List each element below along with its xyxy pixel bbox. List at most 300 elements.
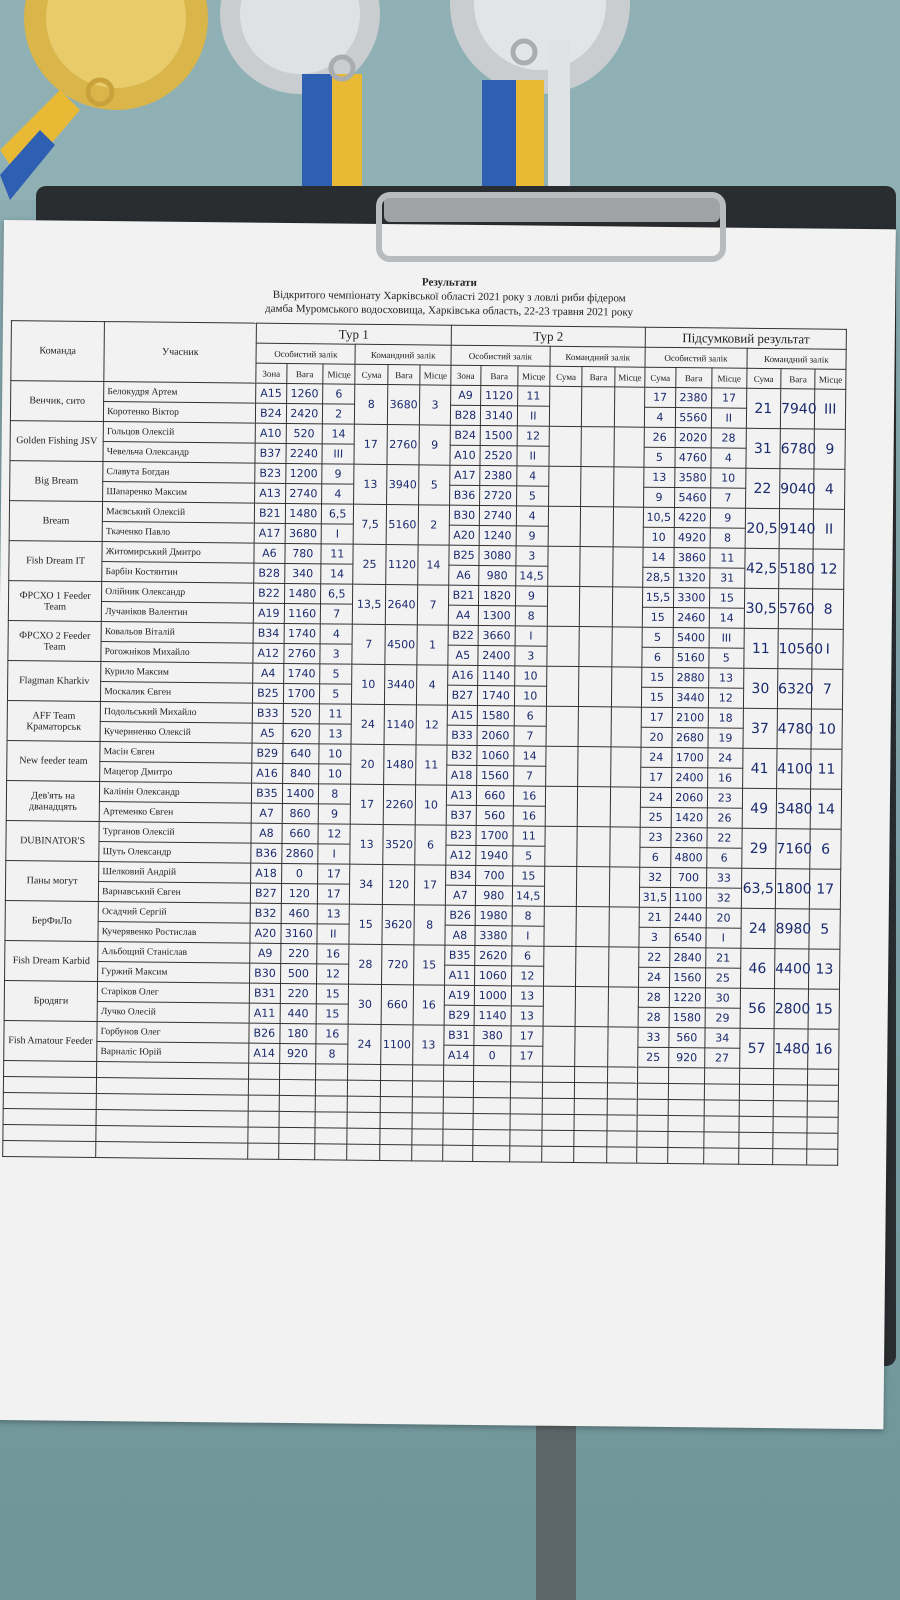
blank-cell <box>443 1081 474 1097</box>
final-individual-cell: III <box>709 628 744 648</box>
final-individual-cell: 6 <box>707 848 742 868</box>
blank-cell <box>807 1149 838 1165</box>
participant-name: Лучаніков Валентин <box>102 602 254 624</box>
final-individual-cell: 4 <box>711 448 746 468</box>
tour1-individual-cell: A13 <box>255 483 286 503</box>
final-individual-cell: 12 <box>709 688 744 708</box>
final-team-cell: 13 <box>809 949 840 989</box>
tour1-team-cell: 720 <box>381 944 414 984</box>
final-individual-cell: 17 <box>641 707 672 727</box>
blank-cell <box>279 1063 316 1079</box>
tour1-team-cell: 5160 <box>386 505 419 545</box>
blank-cell <box>348 1096 381 1112</box>
tour2-individual-cell: 3 <box>514 646 547 666</box>
tour1-team-cell: 5 <box>419 465 450 505</box>
final-individual-cell: 2460 <box>673 608 710 628</box>
final-team-cell: 8 <box>813 589 844 629</box>
tour2-team-cell <box>580 547 613 587</box>
tour2-individual-cell: 9 <box>516 526 549 546</box>
blank-cell <box>607 1099 638 1115</box>
participant-name: Житомирський Дмитро <box>102 542 254 564</box>
blank-cell <box>739 1116 774 1132</box>
tour2-individual-cell: 700 <box>476 865 513 885</box>
final-individual-cell: 6540 <box>670 928 707 948</box>
participant-name: Старіков Олег <box>98 982 250 1004</box>
tour1-individual-cell: B21 <box>255 503 286 523</box>
final-individual-cell: 28 <box>711 428 746 448</box>
final-individual-cell: 10 <box>711 468 746 488</box>
blank-cell <box>667 1147 704 1163</box>
tour1-individual-cell: II <box>317 924 350 944</box>
tour2-individual-cell: 17 <box>510 1046 543 1066</box>
tour2-individual-cell: B28 <box>450 405 481 425</box>
final-individual-cell: 22 <box>639 947 670 967</box>
blank-cell <box>443 1129 474 1145</box>
final-individual-cell: 24 <box>641 747 672 767</box>
final-individual-cell: I <box>706 928 741 948</box>
tour1-team-cell: 3440 <box>384 665 417 705</box>
blank-cell <box>704 1116 739 1132</box>
final-individual-cell: 6 <box>642 647 673 667</box>
final-individual-cell: 14 <box>709 608 744 628</box>
header-weight: Вага <box>286 363 323 383</box>
final-individual-cell: 700 <box>670 868 707 888</box>
header-weight: Вага <box>388 365 421 385</box>
tour1-individual-cell: 1260 <box>286 383 323 403</box>
tour2-individual-cell: 5 <box>516 486 549 506</box>
blank-cell <box>574 1115 607 1131</box>
blank-cell <box>606 1147 637 1163</box>
header-t1-team: Командний залік <box>355 344 450 365</box>
blank-cell <box>542 1130 575 1146</box>
final-team-cell: 7940 <box>780 389 815 429</box>
blank-cell <box>278 1143 315 1159</box>
tour1-individual-cell: 5 <box>320 664 353 684</box>
tour2-team-cell <box>614 387 645 427</box>
tour2-individual-cell: 3380 <box>475 925 512 945</box>
tour1-individual-cell: A9 <box>250 943 281 963</box>
tour2-individual-cell: 1940 <box>476 845 513 865</box>
blank-cell <box>347 1112 380 1128</box>
tour2-individual-cell: 16 <box>513 806 546 826</box>
tour2-individual-cell: A5 <box>448 645 479 665</box>
final-individual-cell: 4920 <box>674 528 711 548</box>
blank-cell <box>773 1101 808 1117</box>
tour1-team-cell: 11 <box>416 745 447 785</box>
tour1-individual-cell: A14 <box>249 1043 280 1063</box>
tour1-individual-cell: B25 <box>253 683 284 703</box>
final-individual-cell: II <box>711 408 746 428</box>
final-team-cell: 5760 <box>778 589 813 629</box>
header-weight: Вага <box>675 368 712 388</box>
tour2-individual-cell: 5 <box>512 846 545 866</box>
tour1-individual-cell: 6 <box>323 384 356 404</box>
tour1-individual-cell: 1200 <box>285 463 322 483</box>
final-individual-cell: 33 <box>638 1027 669 1047</box>
final-individual-cell: 27 <box>705 1048 740 1068</box>
participant-name: Горбунов Олег <box>97 1022 249 1044</box>
final-individual-cell: 3580 <box>674 468 711 488</box>
tour2-individual-cell: B33 <box>447 725 478 745</box>
header-sum: Сума <box>645 367 676 387</box>
tour1-individual-cell: 660 <box>282 823 319 843</box>
tour2-individual-cell: 12 <box>517 426 550 446</box>
tour1-individual-cell: A8 <box>251 823 282 843</box>
tour2-team-cell <box>582 387 615 427</box>
tour2-individual-cell: B34 <box>445 865 476 885</box>
tour2-individual-cell: 1300 <box>478 605 515 625</box>
final-individual-cell: 13 <box>709 668 744 688</box>
blank-cell <box>637 1115 668 1131</box>
tour2-team-cell <box>611 667 642 707</box>
tour2-team-cell <box>543 986 576 1026</box>
header-zone: Зона <box>450 365 481 385</box>
blank-cell <box>668 1068 705 1084</box>
tour2-individual-cell: B35 <box>444 945 475 965</box>
final-team-cell: 30 <box>743 668 778 708</box>
tour2-team-cell <box>613 467 644 507</box>
tour1-individual-cell: 6,5 <box>321 504 354 524</box>
tour1-individual-cell: 2240 <box>286 443 323 463</box>
blank-cell <box>704 1132 739 1148</box>
blank-cell <box>738 1132 773 1148</box>
final-team-cell: 21 <box>746 388 781 428</box>
tour2-individual-cell: 7 <box>514 726 547 746</box>
blank-cell <box>279 1095 316 1111</box>
tour1-team-cell: 9 <box>419 425 450 465</box>
blank-cell <box>542 1082 575 1098</box>
blank-cell <box>607 1115 638 1131</box>
tour1-team-cell: 7 <box>418 585 449 625</box>
team-name: БерФиЛо <box>5 901 99 942</box>
tour2-individual-cell: A20 <box>449 525 480 545</box>
tour2-individual-cell: 1580 <box>477 705 514 725</box>
tour2-team-cell <box>544 906 577 946</box>
tour1-team-cell: 17 <box>354 424 387 464</box>
tour1-team-cell: 13,5 <box>353 584 386 624</box>
blank-cell <box>773 1149 808 1165</box>
tour1-individual-cell: 3680 <box>285 523 322 543</box>
tour2-team-cell <box>610 827 641 867</box>
tour2-individual-cell: II <box>517 446 550 466</box>
final-team-cell: 2800 <box>774 989 809 1029</box>
final-team-cell: 1800 <box>775 869 810 909</box>
blank-cell <box>668 1084 705 1100</box>
tour2-team-cell <box>548 546 581 586</box>
tour2-individual-cell: 660 <box>476 785 513 805</box>
tour1-team-cell: 20 <box>351 744 384 784</box>
final-individual-cell: 23 <box>640 827 671 847</box>
tour2-individual-cell: 2720 <box>480 485 517 505</box>
tour2-individual-cell: 3 <box>515 546 548 566</box>
tour2-individual-cell: A6 <box>448 565 479 585</box>
tour2-individual-cell: 13 <box>511 986 544 1006</box>
participant-name: Славута Богдан <box>103 462 255 484</box>
header-team: Команда <box>11 321 105 382</box>
tour1-individual-cell: B32 <box>250 903 281 923</box>
final-team-cell: 30,5 <box>744 588 779 628</box>
tour1-team-cell: 24 <box>348 1024 381 1064</box>
tour2-individual-cell: B26 <box>445 905 476 925</box>
blank-cell <box>705 1068 740 1084</box>
blank-cell <box>668 1100 705 1116</box>
tour1-individual-cell: 1740 <box>283 663 320 683</box>
tour2-individual-cell: 2520 <box>480 445 517 465</box>
team-name: Бродяги <box>4 981 98 1022</box>
blank-cell <box>443 1065 474 1081</box>
blank-cell <box>413 1081 444 1097</box>
tour2-individual-cell: 11 <box>517 386 550 406</box>
tour2-individual-cell: 1140 <box>474 1005 511 1025</box>
tour2-team-cell <box>612 627 643 667</box>
tour2-team-cell <box>545 826 578 866</box>
tour1-individual-cell: 4 <box>322 484 355 504</box>
final-team-cell: 10 <box>811 709 842 749</box>
header-place: Місце <box>712 368 747 388</box>
final-individual-cell: 26 <box>644 427 675 447</box>
tour2-individual-cell: 380 <box>474 1025 511 1045</box>
tour2-individual-cell: 0 <box>474 1045 511 1065</box>
blank-cell <box>510 1114 543 1130</box>
header-weight: Вага <box>582 367 615 387</box>
header-participant: Учасник <box>104 322 257 384</box>
final-individual-cell: 31 <box>710 568 745 588</box>
tour2-individual-cell: B21 <box>448 585 479 605</box>
final-individual-cell: 2840 <box>669 948 706 968</box>
header-place: Місце <box>815 369 846 389</box>
header-sum: Сума <box>550 366 583 386</box>
final-individual-cell: 1580 <box>669 1008 706 1028</box>
tour1-team-cell: 13 <box>354 464 387 504</box>
final-team-cell: 8980 <box>775 909 810 949</box>
blank-cell <box>473 1145 510 1161</box>
final-individual-cell: 1560 <box>669 968 706 988</box>
final-team-cell: 5 <box>809 909 840 949</box>
tour1-team-cell: 15 <box>349 904 382 944</box>
tour1-individual-cell: 440 <box>280 1003 317 1023</box>
tour1-team-cell: 28 <box>349 944 382 984</box>
tour2-individual-cell: 1120 <box>481 386 518 406</box>
tour2-individual-cell: A4 <box>448 605 479 625</box>
participant-name: Осадчий Сергій <box>98 902 250 924</box>
tour1-team-cell: 1120 <box>386 545 419 585</box>
blank-cell <box>442 1145 473 1161</box>
final-individual-cell: 3440 <box>672 688 709 708</box>
blank-cell <box>542 1066 575 1082</box>
final-individual-cell: 5560 <box>675 408 712 428</box>
tour1-team-cell: 660 <box>381 984 414 1024</box>
tour2-individual-cell: 3140 <box>480 406 517 426</box>
tour2-individual-cell: B30 <box>449 505 480 525</box>
final-team-cell: 15 <box>808 989 839 1029</box>
tour1-individual-cell: B22 <box>254 583 285 603</box>
blank-cell <box>348 1080 381 1096</box>
blank-cell <box>704 1100 739 1116</box>
tour2-individual-cell: A9 <box>450 385 481 405</box>
team-name: Fish Amatour Feeder <box>4 1021 98 1062</box>
tour1-individual-cell: 5 <box>319 684 352 704</box>
tour2-individual-cell: 4 <box>516 466 549 486</box>
tour2-individual-cell: 2400 <box>478 645 515 665</box>
tour2-individual-cell: A11 <box>444 965 475 985</box>
final-individual-cell: 21 <box>706 948 741 968</box>
final-individual-cell: 7 <box>711 488 746 508</box>
results-sheet <box>0 220 896 1429</box>
final-team-cell: 22 <box>745 468 780 508</box>
sheet-subtitle: Відкритого чемпіонату Харківської області 2021 року з ловлі риби фідером <box>272 288 626 305</box>
final-individual-cell: 24 <box>639 967 670 987</box>
tour1-individual-cell: 220 <box>280 983 317 1003</box>
tour2-team-cell <box>610 747 641 787</box>
participant-name: Шелковий Андрій <box>99 862 251 884</box>
participant-name: Варналіс Юрій <box>97 1042 249 1064</box>
final-individual-cell: 25 <box>638 1047 669 1067</box>
tour2-individual-cell: A16 <box>447 665 478 685</box>
blank-cell <box>412 1097 443 1113</box>
tour1-individual-cell: 8 <box>318 784 351 804</box>
blank-cell <box>510 1066 543 1082</box>
tour2-individual-cell: I <box>515 626 548 646</box>
tour1-team-cell: 3520 <box>383 825 416 865</box>
final-individual-cell: 18 <box>708 708 743 728</box>
tour1-team-cell: 13 <box>413 1025 444 1065</box>
tour1-individual-cell: 0 <box>281 863 318 883</box>
blank-cell <box>575 1083 608 1099</box>
final-team-cell: III <box>815 389 846 429</box>
tour2-team-cell <box>579 667 612 707</box>
final-individual-cell: 1320 <box>673 568 710 588</box>
final-individual-cell: 3860 <box>674 548 711 568</box>
participant-name: Артеменко Євген <box>99 802 251 824</box>
final-individual-cell: 1220 <box>669 988 706 1008</box>
tour2-individual-cell: 1140 <box>478 665 515 685</box>
tour1-individual-cell: 8 <box>316 1044 349 1064</box>
blank-cell <box>510 1082 543 1098</box>
tour2-individual-cell: 10 <box>514 666 547 686</box>
blank-cell <box>473 1113 510 1129</box>
tour1-individual-cell: 15 <box>316 1004 349 1024</box>
blank-cell <box>412 1129 443 1145</box>
tour2-individual-cell: 6 <box>514 706 547 726</box>
tour2-team-cell <box>543 1026 576 1066</box>
final-individual-cell: 4 <box>645 407 676 427</box>
tour2-individual-cell: 7 <box>513 766 546 786</box>
tour2-team-cell <box>611 707 642 747</box>
tour1-individual-cell: B26 <box>249 1023 280 1043</box>
final-team-cell: 9 <box>814 429 845 469</box>
tour1-individual-cell: 520 <box>283 703 320 723</box>
tour1-individual-cell: A12 <box>253 643 284 663</box>
blank-cell <box>316 1064 349 1080</box>
final-individual-cell: 28,5 <box>643 567 674 587</box>
tour1-individual-cell: 13 <box>317 904 350 924</box>
blank-cell <box>509 1130 542 1146</box>
blank-cell <box>638 1067 669 1083</box>
tour2-individual-cell: B32 <box>447 745 478 765</box>
tour1-individual-cell: 2420 <box>286 403 323 423</box>
medals-illustration <box>0 0 900 200</box>
participant-name: Лучко Олесій <box>97 1002 249 1024</box>
tour1-individual-cell: 13 <box>319 724 352 744</box>
tour2-individual-cell: 11 <box>513 826 546 846</box>
final-individual-cell: 31,5 <box>640 887 671 907</box>
tour1-team-cell: 3620 <box>382 904 415 944</box>
blank-cell <box>473 1129 510 1145</box>
final-team-cell: 6780 <box>780 429 815 469</box>
tour2-individual-cell: 1740 <box>478 685 515 705</box>
tour1-individual-cell: 17 <box>317 884 350 904</box>
final-team-cell: 1480 <box>774 1029 809 1069</box>
tour2-individual-cell: A13 <box>446 785 477 805</box>
tour2-individual-cell: 1560 <box>477 765 514 785</box>
team-name: New feeder team <box>7 741 101 782</box>
tour1-individual-cell: 17 <box>318 864 351 884</box>
tour1-team-cell: 14 <box>418 545 449 585</box>
tour2-individual-cell: A12 <box>445 845 476 865</box>
tour1-individual-cell: 860 <box>282 803 319 823</box>
tour1-individual-cell: 520 <box>286 423 323 443</box>
tour1-team-cell: 17 <box>415 865 446 905</box>
final-individual-cell: 9 <box>710 508 745 528</box>
blank-cell <box>380 1080 413 1096</box>
final-individual-cell: 4760 <box>675 448 712 468</box>
tour1-individual-cell: A19 <box>253 603 284 623</box>
final-team-cell: 63,5 <box>741 868 776 908</box>
tour2-team-cell <box>578 707 611 747</box>
team-name: Паны могут <box>5 861 99 902</box>
final-individual-cell: 20 <box>706 908 741 928</box>
tour2-team-cell <box>613 547 644 587</box>
tour1-team-cell: 8 <box>355 384 388 424</box>
final-individual-cell: 4220 <box>674 508 711 528</box>
final-individual-cell: 2400 <box>671 768 708 788</box>
blank-cell <box>96 1126 248 1144</box>
final-team-cell: 20,5 <box>745 508 780 548</box>
tour1-individual-cell: 9 <box>322 464 355 484</box>
tour1-team-cell: 2260 <box>383 785 416 825</box>
tour1-team-cell: 2 <box>418 505 449 545</box>
blank-cell <box>380 1064 413 1080</box>
tour1-team-cell: 3940 <box>386 465 419 505</box>
blank-cell <box>808 1069 839 1085</box>
tour1-individual-cell: A17 <box>254 523 285 543</box>
tour1-individual-cell: 7 <box>320 604 353 624</box>
tour2-team-cell <box>608 987 639 1027</box>
blank-cell <box>474 1065 511 1081</box>
tour2-individual-cell: 16 <box>513 786 546 806</box>
final-team-cell: 5180 <box>779 549 814 589</box>
tour1-individual-cell: B27 <box>251 883 282 903</box>
final-team-cell: 49 <box>742 788 777 828</box>
tour1-individual-cell: B34 <box>253 623 284 643</box>
header-zone: Зона <box>256 363 287 383</box>
tour1-individual-cell: 12 <box>318 824 351 844</box>
final-team-cell: I <box>812 629 843 669</box>
tour2-individual-cell: 3660 <box>478 625 515 645</box>
final-individual-cell: 32 <box>640 867 671 887</box>
final-individual-cell: 1700 <box>671 748 708 768</box>
blank-cell <box>412 1113 443 1129</box>
tour1-individual-cell: A16 <box>252 763 283 783</box>
header-place: Місце <box>517 366 550 386</box>
participant-name: Кучерявенко Ростислав <box>98 922 250 944</box>
tour2-individual-cell: 6 <box>511 946 544 966</box>
blank-cell <box>97 1078 249 1096</box>
participant-name: Коротенко Віктор <box>104 402 256 424</box>
tour1-team-cell: 17 <box>351 784 384 824</box>
blank-cell <box>510 1098 543 1114</box>
final-team-cell: 6320 <box>777 669 812 709</box>
